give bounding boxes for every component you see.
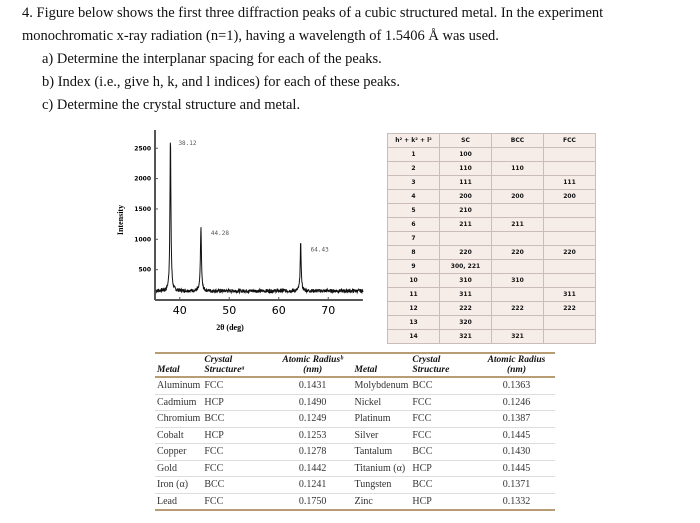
part-c: c) Determine the crystal structure and metal. (42, 97, 301, 113)
hkl-row (388, 274, 596, 288)
radius-cell: FCC (202, 493, 272, 510)
hkl-cell: h² + k² + l² (388, 134, 440, 148)
radius-cell: Platinum (352, 411, 410, 428)
hkl-cell (544, 330, 596, 344)
radius-cell: Silver (352, 427, 410, 444)
hkl-cell (544, 260, 596, 274)
radius-cell: 0.1750 (273, 493, 353, 510)
x-tick-label: 50 (222, 304, 237, 317)
x-tick-label: 70 (321, 304, 336, 317)
radius-cell: 0.1387 (478, 411, 555, 428)
hkl-cell (492, 204, 544, 218)
radius-row (155, 377, 555, 394)
hkl-cell: 1 (388, 148, 440, 162)
x-tick-label: 40 (172, 304, 187, 317)
peak-label: 38.12 (178, 140, 197, 148)
hkl-row (388, 246, 596, 260)
radius-cell: HCP (202, 394, 272, 411)
hkl-cell: 220 (492, 246, 544, 260)
y-axis-label: Intensity (116, 204, 125, 236)
radius-cell: Zinc (352, 493, 410, 510)
hkl-cell: 222 (440, 302, 492, 316)
hkl-row (388, 302, 596, 316)
hkl-cell: 9 (388, 260, 440, 274)
hkl-cell: BCC (492, 134, 544, 148)
hkl-cell: 200 (544, 190, 596, 204)
hkl-cell: 220 (544, 246, 596, 260)
radius-header-cell: Crystal Structure (410, 353, 478, 377)
hkl-cell (544, 204, 596, 218)
radius-cell: 0.1490 (273, 394, 353, 411)
hkl-row (388, 260, 596, 274)
hkl-cell: 7 (388, 232, 440, 246)
radius-cell: 0.1253 (273, 427, 353, 444)
hkl-row (388, 148, 596, 162)
x-tick-label: 60 (271, 304, 286, 317)
radius-cell: 0.1442 (273, 460, 353, 477)
hkl-row (388, 176, 596, 190)
radius-cell: HCP (410, 460, 478, 477)
radius-cell: Cadmium (155, 394, 202, 411)
hkl-cell: 200 (440, 190, 492, 204)
hkl-row (388, 232, 596, 246)
hkl-cell (440, 232, 492, 246)
radius-cell: Tungsten (352, 477, 410, 494)
hkl-cell: 13 (388, 316, 440, 330)
hkl-cell: 111 (440, 176, 492, 190)
hkl-cell (492, 288, 544, 302)
radius-header-cell: Atomic Radius (nm) (478, 353, 555, 377)
radius-cell: 0.1431 (273, 377, 353, 394)
hkl-cell: 3 (388, 176, 440, 190)
hkl-cell: 6 (388, 218, 440, 232)
radius-cell: HCP (410, 493, 478, 510)
radius-cell: Titanium (α) (352, 460, 410, 477)
hkl-cell: 211 (440, 218, 492, 232)
hkl-cell: 320 (440, 316, 492, 330)
radius-cell: BCC (202, 477, 272, 494)
hkl-header-row (388, 134, 596, 148)
radius-row (155, 411, 555, 428)
radius-cell: 0.1363 (478, 377, 555, 394)
hkl-cell: 10 (388, 274, 440, 288)
hkl-cell: 100 (440, 148, 492, 162)
peak-label: 64.43 (310, 246, 329, 254)
hkl-cell: 8 (388, 246, 440, 260)
hkl-cell (544, 274, 596, 288)
question-line-1: 4. Figure below shows the first three diffraction peaks of a cubic structured metal. In the experiment (22, 5, 604, 21)
radius-cell: Iron (α) (155, 477, 202, 494)
radius-cell: Chromium (155, 411, 202, 428)
hkl-cell (544, 232, 596, 246)
part-a: a) Determine the interplanar spacing for each of the peaks. (42, 51, 382, 67)
y-tick-label: 1500 (134, 205, 151, 213)
hkl-cell: 111 (544, 176, 596, 190)
hkl-cell: 200 (492, 190, 544, 204)
hkl-cell (544, 316, 596, 330)
hkl-cell: 11 (388, 288, 440, 302)
hkl-cell: 222 (544, 302, 596, 316)
hkl-cell (492, 316, 544, 330)
question-text (22, 2, 603, 117)
radius-cell: Molybdenum (352, 377, 410, 394)
part-b: b) Index (i.e., give h, k, and l indices) for each of these peaks. (42, 74, 400, 90)
y-tick-label: 2000 (134, 175, 151, 183)
hkl-cell: 220 (440, 246, 492, 260)
radius-row (155, 460, 555, 477)
hkl-cell: SC (440, 134, 492, 148)
radius-row (155, 427, 555, 444)
hkl-cell: 211 (492, 218, 544, 232)
radius-cell: BCC (410, 477, 478, 494)
radius-cell: 0.1430 (478, 444, 555, 461)
radius-cell: FCC (202, 460, 272, 477)
radius-cell: Gold (155, 460, 202, 477)
hkl-cell (544, 218, 596, 232)
hkl-table (387, 133, 596, 344)
radius-row (155, 493, 555, 510)
hkl-cell (492, 176, 544, 190)
radius-cell: 0.1371 (478, 477, 555, 494)
radius-cell: BCC (410, 377, 478, 394)
radius-cell: 0.1241 (273, 477, 353, 494)
radius-cell: Cobalt (155, 427, 202, 444)
atomic-radius-table (155, 352, 555, 511)
hkl-cell: 12 (388, 302, 440, 316)
radius-cell: 0.1445 (478, 427, 555, 444)
radius-cell: Copper (155, 444, 202, 461)
hkl-cell: 110 (492, 162, 544, 176)
radius-cell: Tantalum (352, 444, 410, 461)
hkl-cell: 321 (492, 330, 544, 344)
radius-cell: Lead (155, 493, 202, 510)
radius-cell: FCC (410, 427, 478, 444)
radius-cell: BCC (202, 411, 272, 428)
radius-cell: 0.1332 (478, 493, 555, 510)
radius-cell: BCC (410, 444, 478, 461)
hkl-cell: 300, 221 (440, 260, 492, 274)
hkl-cell (492, 232, 544, 246)
radius-cell: Nickel (352, 394, 410, 411)
hkl-row (388, 190, 596, 204)
radius-cell: 0.1249 (273, 411, 353, 428)
series-line (156, 143, 363, 293)
radius-cell: Aluminum (155, 377, 202, 394)
radius-cell: FCC (202, 377, 272, 394)
radius-row (155, 394, 555, 411)
radius-cell: FCC (410, 394, 478, 411)
radius-header-cell: Atomic Radiusᵇ (nm) (273, 353, 353, 377)
radius-cell: 0.1445 (478, 460, 555, 477)
hkl-cell: 311 (544, 288, 596, 302)
hkl-cell (544, 148, 596, 162)
x-axis-label: 2θ (deg) (216, 323, 244, 332)
radius-cell: 0.1278 (273, 444, 353, 461)
hkl-cell: 310 (492, 274, 544, 288)
question-line-2: monochromatic x-ray radiation (n=1), having a wavelength of 1.5406 Å was used. (22, 28, 499, 44)
radius-row (155, 477, 555, 494)
radius-cell: FCC (410, 411, 478, 428)
y-tick-label: 2500 (134, 145, 151, 153)
hkl-row (388, 288, 596, 302)
y-tick-label: 500 (138, 266, 151, 274)
radius-header-cell: Crystal Structureᵃ (202, 353, 272, 377)
hkl-cell: 222 (492, 302, 544, 316)
hkl-row (388, 218, 596, 232)
radius-cell: HCP (202, 427, 272, 444)
hkl-cell (544, 162, 596, 176)
hkl-row (388, 330, 596, 344)
hkl-cell: 5 (388, 204, 440, 218)
hkl-cell: 321 (440, 330, 492, 344)
radius-cell: FCC (202, 444, 272, 461)
hkl-row (388, 162, 596, 176)
hkl-cell: 14 (388, 330, 440, 344)
hkl-cell (492, 260, 544, 274)
y-tick-label: 1000 (134, 236, 151, 244)
radius-cell: 0.1246 (478, 394, 555, 411)
hkl-cell: 311 (440, 288, 492, 302)
hkl-cell: FCC (544, 134, 596, 148)
radius-header-cell: Metal (155, 353, 202, 377)
hkl-row (388, 204, 596, 218)
hkl-cell: 210 (440, 204, 492, 218)
hkl-cell (492, 148, 544, 162)
radius-row (155, 444, 555, 461)
hkl-cell: 310 (440, 274, 492, 288)
hkl-cell: 110 (440, 162, 492, 176)
xrd-chart (95, 125, 375, 340)
hkl-cell: 2 (388, 162, 440, 176)
hkl-cell: 4 (388, 190, 440, 204)
peak-label: 44.28 (210, 230, 229, 238)
radius-header-cell: Metal (352, 353, 410, 377)
hkl-row (388, 316, 596, 330)
radius-header-row (155, 353, 555, 377)
